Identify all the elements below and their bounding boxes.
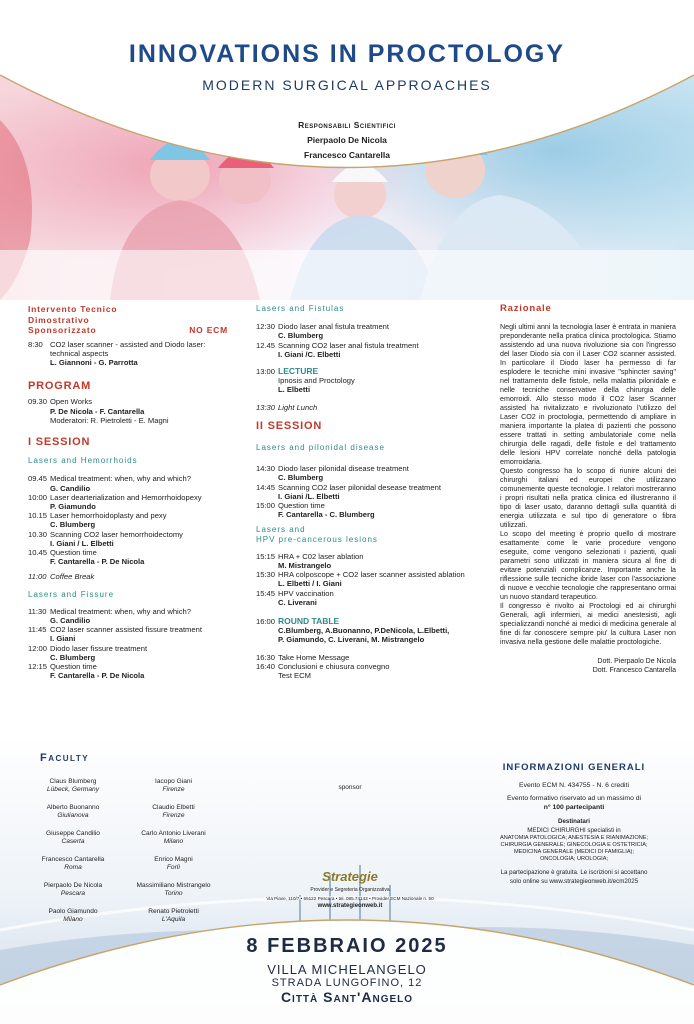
talk-title-2: technical aspects (50, 348, 109, 358)
faculty-name: Carlo Antonio Liverani (141, 830, 206, 837)
razionale-p4: Il congresso è rivolto ai Proctologi ed ai chirurghi Generali, agli infermieri, ai medici anestesisti, agli specializzandi nonché ai medici di medicina generale al fine di far conoscere sempre piu' la cultura Laser non invasiva nella gestione delle malattie proctologiche. (500, 602, 676, 647)
lunch-label: Light Lunch (278, 402, 318, 412)
intervento-title-1: Intervento Tecnico (28, 304, 118, 314)
faculty-member (126, 830, 221, 846)
time: 16:30 (256, 652, 276, 662)
razionale-p1: Negli ultimi anni la tecnologia laser è entrata in maniera preponderante nella pratica clinica proctologica. Stiamo assistendo ad una nuova rivoluzione sia con l'ingresso del laser Diodo sia con il Laser CO2 scanner assisted. In particolare il Diodo laser ha permesso di far esplodere le tecniche mini invasive "sphincter saving" nel trattamento delle fistole, nella malattia pilonidale e nelle tecniche conservative della chirurgia delle emorroidi. Allo stesso modo il CO2 laser Scanner assisted ha rivitalizzato e rivoluzionato l'utilizzo del Laser CO2 in proctologia, permettendo di ampliare in maniera importante la platea di pazienti che possono essere trattati in setting ambulatoriale come nella chirurgia delle ragadi, delle fistole e del trattamento delle lesioni HPV correlate nonché della patologia emorroidaria. (500, 323, 676, 467)
intervento-title-3: Sponsorizzato (28, 325, 97, 335)
session-2-list-2 (256, 552, 496, 607)
speakers: I. Giani / L. Elbetti (50, 538, 114, 548)
faculty-city: Forlì (166, 864, 181, 871)
schedule-item (256, 570, 496, 588)
faculty-city: Milano (63, 916, 83, 923)
faculty-city: Pescara (60, 890, 86, 897)
session-1-list-2 (28, 607, 250, 681)
closing-item-2 (256, 662, 496, 680)
faculty-city: Caserta (61, 838, 85, 845)
talk-title-2: Test ECM (278, 671, 311, 681)
talk-title: HRA + C02 laser ablation (278, 551, 364, 561)
speakers: G. Candilio (50, 483, 91, 493)
dest-line: MEDICINA GENERALE (MEDICI DI FAMIGLIA); (514, 849, 634, 855)
speakers: C. Blumberg (278, 331, 324, 341)
provider-label: Provider e Segreteria Organizzativa (310, 887, 390, 893)
schedule-item (28, 548, 250, 566)
time: 12:30 (256, 322, 276, 332)
faculty-name: Giuseppe Candilio (46, 830, 100, 837)
speakers: F. Cantarella - C. Blumberg (278, 510, 375, 520)
schedule-item (256, 589, 496, 607)
item-body (50, 607, 191, 625)
speakers: I. Giani /C. Elbetti (278, 349, 341, 359)
schedule-item (256, 501, 496, 519)
razionale-p3: Lo scopo del meeting è proprio quello di mostrare esattamente come le varie procedure vengono eseguite, come vengono selezionati i pazienti, quali parametri sono utilizzati in maniera sicura al fine di evitare potenziali complicanze. Importante anche la riflessione sulle tecniche ibride laser con l'associazione di nuove e vecchie tecnologie che rappresentano ormai un nuovo standard terapeutico. (500, 530, 676, 602)
program-heading: PROGRAM (28, 380, 92, 393)
faculty-city: Firenze (162, 786, 185, 793)
time: 10.15 (28, 511, 48, 521)
schedule-item (28, 625, 250, 643)
session-1-list-1 (28, 474, 250, 566)
round-table-body (278, 617, 449, 645)
dest-line: ONCOLOGIA; UROLOGIA; (539, 856, 609, 862)
session-2-subheading-2b: HPV pre-cancerous lesions (256, 534, 378, 544)
talk-title: Laser dearterialization and Hemorrhoidopexy (50, 492, 202, 502)
schedule-item (256, 464, 496, 482)
session-1-heading: I SESSION (28, 435, 91, 448)
time: 13:30 (256, 402, 276, 412)
time: 11:00 (28, 572, 47, 582)
scientific-directors (0, 118, 694, 163)
talk-title: CO2 laser scanner assisted fissure treatment (50, 625, 202, 635)
item-body (278, 552, 363, 570)
time: 16:40 (256, 661, 276, 671)
reserved-info: Evento formativo riservato ad un massimo di (506, 795, 642, 802)
faculty-name: Claus Blumberg (49, 778, 97, 785)
faculty-name: Enrico Magni (154, 856, 193, 863)
event-street: STRADA LUNGOFINO, 12 (271, 977, 423, 989)
talk-title: Scanning CO2 laser anal fistula treatment (278, 340, 419, 350)
talk-title: Diodo laser pilonidal disease treatment (278, 464, 409, 474)
time: 09.30 (28, 397, 48, 407)
strategie-logo: Strategie (322, 869, 378, 884)
intervento-title-row (28, 325, 228, 336)
break-label: Coffee Break (50, 572, 95, 582)
signature: Dott. Pierpaolo De Nicola (597, 658, 676, 666)
item-body (50, 644, 147, 662)
item-body (278, 589, 334, 607)
director-name: Francesco Cantarella (304, 150, 390, 160)
page-title: INNOVATIONS IN PROCTOLOGY (128, 40, 566, 68)
time: 10.45 (28, 547, 48, 557)
item-body (50, 662, 144, 680)
program-item (28, 397, 250, 425)
talk-title: Laser hemorrhoidoplasty and pexy (50, 511, 167, 521)
faculty-member (28, 856, 118, 872)
schedule-item (256, 483, 496, 501)
faculty-name: Renato Pietroletti (148, 908, 199, 915)
faculty-right (126, 778, 221, 934)
talk-title: Medical treatment: when, why and which? (50, 474, 191, 484)
faculty-name: Alberto Buonanno (46, 804, 100, 811)
coffee-break (28, 572, 250, 581)
faculty-name: Claudio Elbetti (152, 804, 195, 811)
razionale-heading: Razionale (500, 303, 552, 314)
event-details (0, 935, 694, 1005)
sponsor-address: Via Piave, 110/7 • 65122 Pescara • tel. 085.74143 • Provider ECM Nazionale n. 50 (266, 896, 434, 901)
faculty-name: Massimiliano Mistrangelo (136, 882, 211, 889)
info-block (476, 764, 672, 886)
talk-title: Conclusioni e chiusura convegno (278, 661, 390, 671)
dest-label: Destinatari (558, 818, 590, 825)
item-body (50, 548, 144, 566)
item-body (278, 464, 409, 482)
time: 11:30 (28, 606, 47, 616)
speakers: F. Cantarella - P. De Nicola (50, 557, 145, 567)
faculty-name: Paolo Giamundo (48, 908, 98, 915)
schedule-item (28, 493, 250, 511)
online-info[interactable]: solo online su www.strategieonweb.it/ecm2025 (509, 877, 639, 885)
speakers: L. Elbetti / I. Giani (278, 579, 342, 589)
session-1-subheading-2: Lasers and Fissure (28, 589, 115, 599)
intervento-item (28, 340, 250, 368)
time: 16:00 (256, 617, 276, 627)
lunch (256, 403, 496, 412)
faculty-city: Giulianova (57, 812, 89, 819)
item-body (278, 501, 375, 519)
item-body (278, 322, 389, 340)
talk-title: HPV vaccination (278, 588, 334, 598)
speakers: I. Giani /L. Elbetti (278, 491, 340, 501)
time: 12:00 (28, 643, 48, 653)
time: 11:45 (28, 625, 47, 635)
speakers: P. De Nicola - F. Cantarella (50, 406, 145, 416)
time: 8:30 (28, 339, 43, 349)
schedule-item (28, 511, 250, 529)
speakers: L. Elbetti (278, 385, 311, 395)
razionale-p2: Questo congresso ha lo scopo di riunire alcuni dei chirurghi italiani ed europei che utilizzano comunemente queste tecnologie. I relatori mostreranno i propri risultati nella pratica clinica ed illustreranno il tipo di laser usato, daranno dettagli sulla quantità di energia utilizzata e sul tipo di generatore o fibra utilizzati. (500, 467, 676, 530)
time: 15:45 (256, 588, 276, 598)
time: 12:15 (28, 661, 48, 671)
dest-line: ANATOMIA PATOLOGICA; ANESTESIA E RIANIMAZIONE; (499, 835, 649, 841)
dest-line: MEDICI CHIRURGHI specialisti in (527, 826, 621, 834)
round-table-label: ROUND TABLE (278, 616, 340, 627)
intervento-heading (28, 304, 250, 336)
schedule-item (256, 322, 496, 340)
faculty-member (28, 882, 118, 898)
speakers: C. Blumberg (278, 473, 324, 483)
lecture-body (278, 367, 355, 395)
signature: Dott. Francesco Cantarella (592, 667, 676, 675)
program-body (50, 397, 169, 425)
directors-label: Responsabili Scientifici (298, 120, 396, 130)
sponsor-label: sponsor (338, 784, 362, 791)
signatures (500, 657, 676, 675)
faculty-member (28, 804, 118, 820)
item-body (278, 341, 419, 359)
faculty-city: Roma (64, 864, 82, 871)
event-venue: VILLA MICHELANGELO (267, 962, 427, 977)
schedule-item (28, 662, 250, 680)
time: 12.45 (256, 340, 276, 350)
razionale-column (500, 304, 676, 676)
session-2-list-1 (256, 464, 496, 519)
session-2-heading: II SESSION (256, 419, 323, 432)
time: 14:30 (256, 464, 276, 474)
middle-column (256, 304, 496, 680)
talk-title: Scanning CO2 laser hemorrhoidectomy (50, 529, 183, 539)
schedule-item (28, 644, 250, 662)
ecm-info: Evento ECM N. 434755 - N. 6 crediti (519, 781, 629, 789)
faculty-member (126, 908, 221, 924)
time: 15:15 (256, 551, 276, 561)
page-subtitle: MODERN SURGICAL APPROACHES (202, 77, 492, 93)
moderators: Moderatori: R. Pietroletti - E. Magni (50, 415, 169, 425)
event-city: Città Sant'Angelo (280, 989, 414, 1005)
item-body (50, 511, 167, 529)
speakers: C. Blumberg (50, 652, 96, 662)
session-2-subheading-2a: Lasers and (256, 525, 306, 535)
item-body (50, 493, 202, 511)
speakers: L. Giannoni - G. Parrotta (50, 357, 138, 367)
item-body (50, 474, 191, 492)
faculty-heading: Faculty (40, 752, 90, 764)
event-date: 8 FEBBRAIO 2025 (246, 935, 448, 957)
director-name: Pierpaolo De Nicola (307, 135, 387, 145)
session-1-subheading-1: Lasers and Hemorrhoids (28, 456, 138, 466)
talk-title: Diodo laser anal fistula treatment (278, 322, 390, 332)
faculty-name: Pierpaolo De Nicola (43, 882, 103, 889)
talk-title: Medical treatment: when, why and which? (50, 606, 191, 616)
talk-title: Diodo laser fissure treatment (50, 643, 148, 653)
time: 15:00 (256, 501, 276, 511)
faculty-city: L'Aquila (161, 916, 186, 923)
faculty-city: Milano (163, 838, 184, 845)
fistulas-subheading: Lasers and Fistulas (256, 304, 345, 313)
lecture-item (256, 367, 496, 395)
faculty-city: Lübeck, Germany (46, 786, 100, 793)
faculty-member (126, 856, 221, 872)
round-table (256, 617, 496, 645)
time: 14:45 (256, 482, 276, 492)
item-body (278, 483, 441, 501)
time: 13:00 (256, 367, 276, 377)
faculty-left (28, 778, 118, 934)
sponsor-block (250, 784, 450, 909)
speakers: P. Giamundo, C. Liverani, M. Mistrangelo (278, 635, 425, 645)
time: 10:00 (28, 492, 48, 502)
talk-title: Question time (50, 661, 97, 671)
talk-title: Scanning CO2 laser pilonidal desease treatment (278, 482, 441, 492)
talk-title: Take Home Message (278, 652, 350, 662)
faculty-city: Torino (164, 890, 183, 897)
free-info: La partecipazione è gratuita. Le iscrizioni si accettano (500, 869, 648, 876)
talk-title: Open Works (50, 397, 93, 407)
schedule-item (28, 607, 250, 625)
talk-title: HRA colposcope + CO2 laser scanner assisted ablation (278, 570, 465, 580)
closing-item-1 (256, 653, 496, 662)
time: 10.30 (28, 529, 48, 539)
talk-title: Question time (278, 501, 325, 511)
intervento-body (50, 340, 205, 368)
faculty-member (126, 804, 221, 820)
item-body (50, 625, 202, 643)
item-body (278, 570, 465, 588)
schedule-item (28, 474, 250, 492)
left-column (28, 304, 250, 680)
time: 09.45 (28, 474, 48, 484)
fistulas-list (256, 322, 496, 359)
sponsor-website[interactable]: www.strategieonweb.it (317, 903, 383, 909)
speakers: M. Mistrangelo (278, 561, 332, 571)
speakers: C. Liverani (278, 597, 317, 607)
speakers: C.Blumberg, A.Buonanno, P.DeNicola, L.Elbetti, (278, 626, 450, 636)
talk-title: Ipnosis and Proctology (278, 376, 355, 386)
schedule-item (256, 341, 496, 359)
closing-body (278, 662, 389, 680)
dest-line: CHIRURGIA GENERALE; GINECOLOGIA E OSTETRICIA; (500, 842, 648, 848)
schedule-item (256, 552, 496, 570)
faculty-name: Iacopo Giani (154, 778, 193, 785)
talk-title: Question time (50, 547, 97, 557)
faculty-city: Firenze (162, 812, 185, 819)
schedule-item (28, 530, 250, 548)
speakers: G. Candilio (50, 615, 91, 625)
time: 15:30 (256, 570, 276, 580)
intervento-title-2: Dimostrativo (28, 314, 90, 325)
speakers: I. Giani (50, 634, 76, 644)
faculty-member (126, 882, 221, 898)
speakers: C. Blumberg (50, 520, 96, 530)
talk-title: CO2 laser scanner - assisted and Diodo laser: (50, 339, 206, 349)
faculty-member (126, 778, 221, 794)
info-heading: INFORMAZIONI GENERALI (502, 762, 646, 773)
lecture-label: LECTURE (278, 366, 319, 377)
faculty-name: Francesco Cantarella (41, 856, 105, 863)
speakers: P. Giamundo (50, 501, 96, 511)
participants: n° 100 partecipanti (543, 803, 605, 811)
faculty-member (28, 778, 118, 794)
session-2-subheading-1: Lasers and pilonidal disease (256, 443, 385, 453)
faculty-member (28, 830, 118, 846)
item-body (50, 530, 183, 548)
no-ecm-label: NO ECM (189, 325, 228, 335)
speakers: F. Cantarella - P. De Nicola (50, 671, 145, 681)
faculty-member (28, 908, 118, 924)
